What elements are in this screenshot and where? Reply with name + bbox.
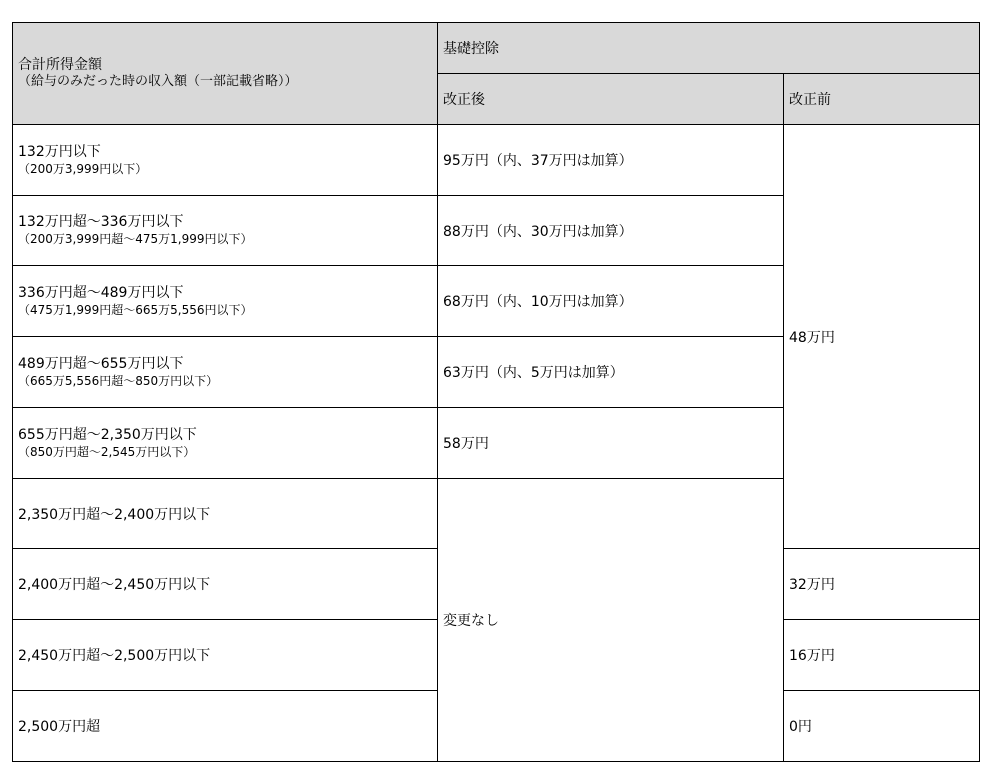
income-cell: 2,400万円超～2,450万円以下 [13,549,438,620]
income-cell: 2,350万円超～2,400万円以下 [13,479,438,549]
income-cell: 2,450万円超～2,500万円以下 [13,620,438,691]
income-cell: 132万円超～336万円以下 （200万3,999円超～475万1,999円以下） [13,196,438,266]
before-cell: 0円 [784,691,980,762]
header-income-subtitle: （給与のみだった時の収入額（一部記載省略）） [18,74,298,89]
basic-deduction-table [12,22,980,762]
header-basic-deduction: 基礎控除 [438,23,980,74]
before-cell-merged: 48万円 [784,125,980,549]
income-cell: 132万円以下 （200万3,999円以下） [13,125,438,196]
after-cell-merged: 変更なし [438,479,784,762]
income-cell: 2,500万円超 [13,691,438,762]
after-cell: 58万円 [438,408,784,479]
income-cell: 489万円超～655万円以下 （665万5,556円超～850万円以下） [13,337,438,408]
header-income [13,23,438,125]
header-after-revision: 改正後 [438,74,784,125]
income-cell: 336万円超～489万円以下 （475万1,999円超～665万5,556円以下） [13,266,438,337]
income-cell: 655万円超～2,350万円以下 （850万円超～2,545万円以下） [13,408,438,479]
table-row [13,125,980,196]
before-cell: 32万円 [784,549,980,620]
after-cell: 95万円（内、37万円は加算） [438,125,784,196]
after-cell: 68万円（内、10万円は加算） [438,266,784,337]
before-cell: 16万円 [784,620,980,691]
header-before-revision: 改正前 [784,74,980,125]
after-cell: 63万円（内、5万円は加算） [438,337,784,408]
header-income-title: 合計所得金額 [18,57,102,73]
after-cell: 88万円（内、30万円は加算） [438,196,784,266]
